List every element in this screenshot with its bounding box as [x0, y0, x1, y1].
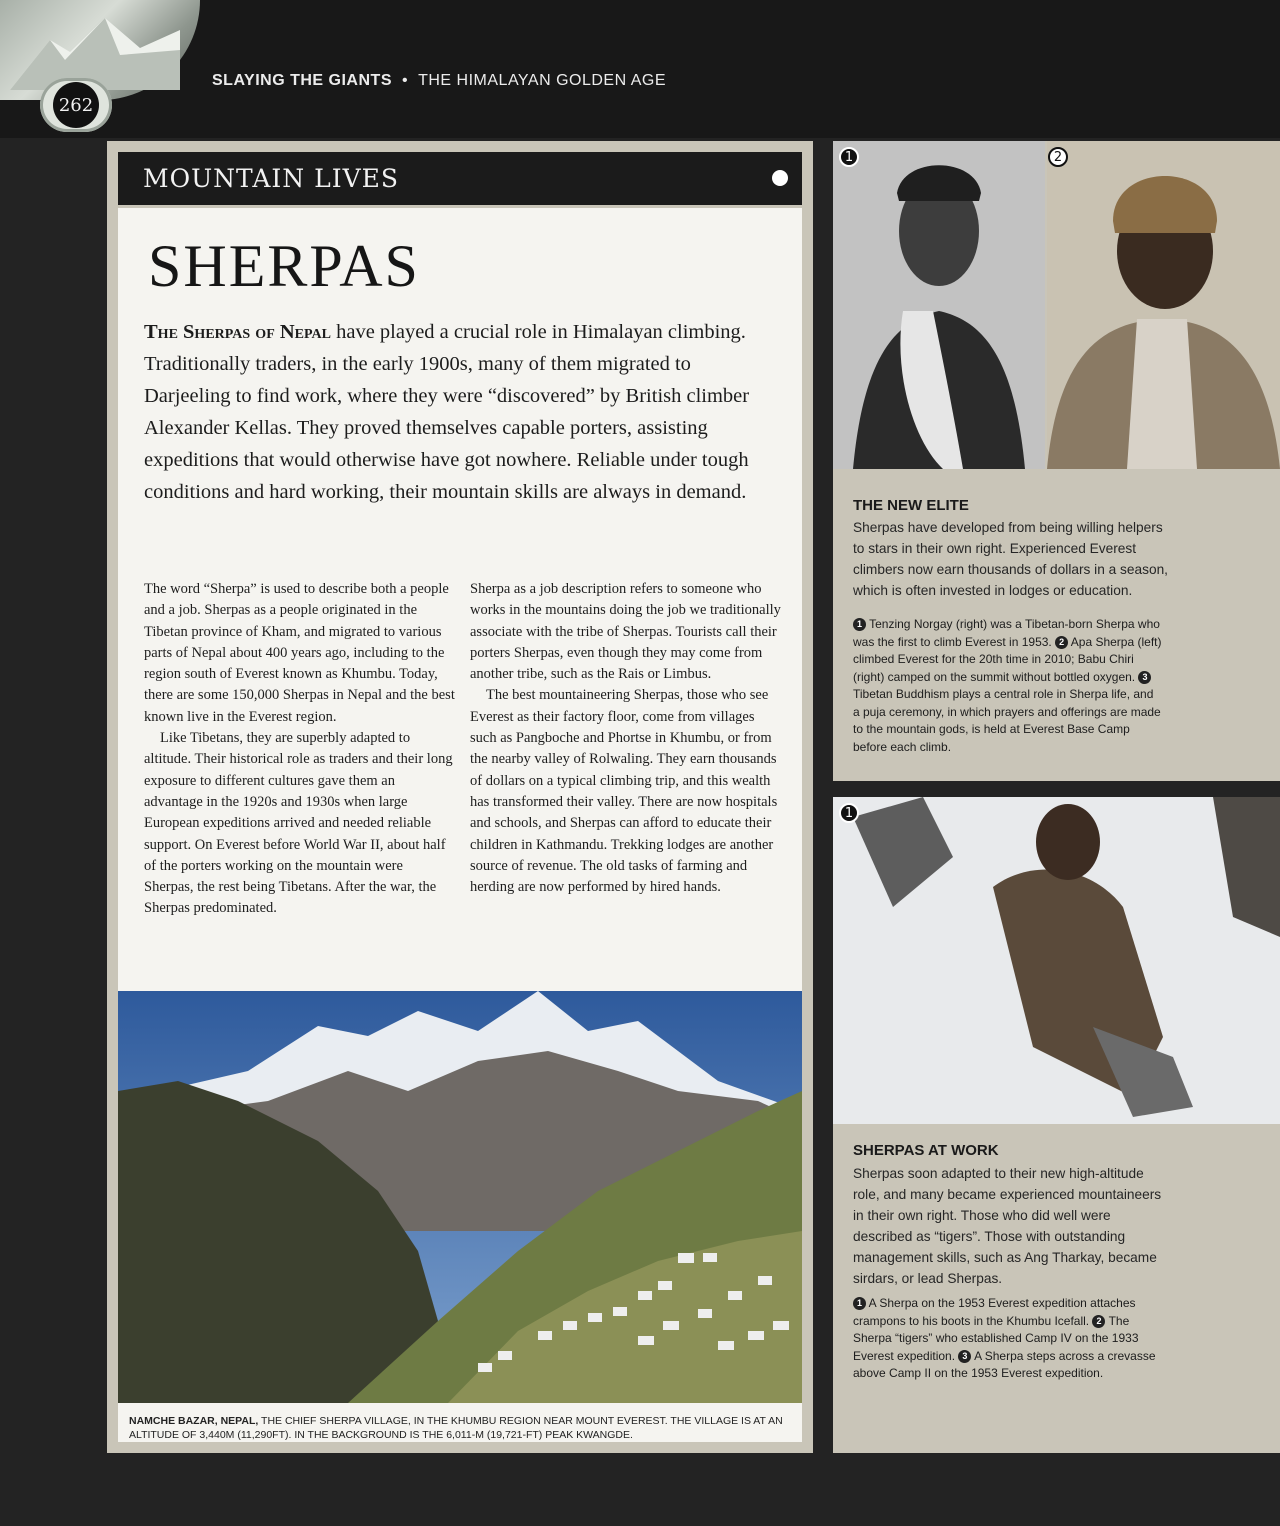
caption-number: 1: [853, 1297, 866, 1310]
sidebar-sherpas-at-work: [833, 797, 1280, 1453]
article-body: [118, 152, 802, 1442]
main-article-panel: [107, 141, 813, 1453]
mountain-graphic: [10, 10, 180, 90]
sidebar-heading: SHERPAS AT WORK: [853, 1142, 999, 1159]
caption-text: A Sherpa steps across a crevasse above Camp II on the 1953 Everest expedition.: [853, 1348, 1156, 1380]
sidebar-new-elite: [833, 141, 1280, 781]
bullet-icon: [772, 170, 788, 186]
caption-text: Tenzing Norgay (right) was a Tibetan-born Sherpa who was the first to climb Everest in 1953.: [853, 617, 1160, 649]
photo-number-badge: 2: [1048, 147, 1068, 167]
caption-lead: NAMCHE BAZAR, NEPAL,: [129, 1415, 259, 1427]
photo-number-badge: 1: [839, 803, 859, 823]
sidebar-heading: THE NEW ELITE: [853, 497, 969, 514]
caption-text: Tibetan Buddhism plays a central role in Sherpa life, and a puja ceremony, in which prayers and offerings are made to the mountain gods, is held at Everest Base Camp before each climb.: [853, 687, 1161, 754]
paragraph: The word “Sherpa” is used to describe both a people and a job. Sherpas as a people originated in the Tibetan province of Kham, and migrated to various parts of Nepal about 400 years ago, including to the region south of Everest known as Khumbu. Today, there are some 150,000 Sherpas in Nepal and the best known live in the Everest region.: [144, 581, 455, 725]
caption-text: A Sherpa on the 1953 Everest expedition attaches crampons to his boots in the Khumbu Icefall.: [853, 1296, 1136, 1328]
crampons-photo: [833, 797, 1280, 1124]
sidebar-caption: [853, 616, 1163, 756]
separator: •: [401, 72, 409, 89]
photo-caption: [129, 1414, 791, 1442]
intro-paragraph: [144, 316, 774, 508]
caption-number: 1: [853, 618, 866, 631]
body-column-left: [144, 579, 456, 920]
paragraph: Like Tibetans, they are superbly adapted to altitude. Their historical role as traders and their long exposure to different cultures gave them an advantage in the 1920s and 1930s when large European expeditions arrived and needed reliable support. On Everest before World War II, about half of the porters working on the mountain were Sherpas, the rest being Tibetans. After the war, the Sherpas predominated.: [144, 730, 453, 917]
paragraph: The best mountaineering Sherpas, those who see Everest as their factory floor, come from villages such as Pangboche and Phortse in Khumbu, or from the nearby valley of Rolwaling. They earn thousands of dollars on a typical climbing trip, and this wealth has transformed their valley. There are now hospitals and schools, and Sherpas can afford to educate their children in Kathmandu. Trekking lodges are another source of revenue. The old tasks of farming and herding are now performed by hired hands.: [470, 687, 778, 896]
kicker-label: MOUNTAIN LIVES: [143, 164, 400, 193]
chapter-title: THE HIMALAYAN GOLDEN AGE: [418, 72, 666, 89]
namche-bazar-photo: [118, 991, 802, 1403]
caption-number: 3: [1138, 671, 1151, 684]
intro-text: have played a crucial role in Himalayan climbing. Traditionally traders, in the early 1900s, many of them migrated to Darjeeling to find work, where they were “discovered” by British climber Alexander Kellas. They proved themselves capable porters, assisting expeditions that would otherwise have got nowhere. Reliable under tough conditions and hard working, their mountain skills are always in demand.: [144, 321, 750, 503]
intro-lead: The Sherpas of Nepal: [144, 321, 331, 343]
kicker-bar: [118, 152, 802, 208]
caption-text: Apa Sherpa (left) climbed Everest for the 20th time in 2010; Babu Chiri (right) camped on the summit without bottled oxygen.: [853, 634, 1162, 684]
sidebar-text: Sherpas have developed from being willing helpers to stars in their own right. Experienced Everest climbers now earn thousands of dollars in a season, which is often invested in lodges or education.: [853, 520, 1168, 598]
running-head: [212, 72, 666, 90]
caption-text: THE CHIEF SHERPA VILLAGE, IN THE KHUMBU REGION NEAR MOUNT EVEREST. THE VILLAGE IS AT AN ALTITUDE OF 3,440M (11,290FT). IN THE BACKGROUND IS THE 6,011-M (19,721-FT) PEAK KWANGDE.: [129, 1415, 783, 1441]
page-number: 262: [53, 82, 99, 128]
photo-number-badge: 1: [839, 147, 859, 167]
paragraph: Sherpa as a job description refers to someone who works in the mountains doing the job we traditionally associate with the tribe of Sherpas. Tourists call their porters Sherpas, even though they may come from another tribe, such as the Rais or Limbus.: [470, 581, 781, 683]
article-title: SHERPAS: [148, 233, 420, 299]
section-title: SLAYING THE GIANTS: [212, 72, 392, 89]
page-number-badge: [40, 78, 112, 132]
body-column-right: [470, 579, 782, 898]
apa-sherpa-photo: [1047, 141, 1280, 469]
caption-number: 2: [1055, 636, 1068, 649]
caption-number: 2: [1092, 1315, 1105, 1328]
caption-text: The Sherpa “tigers” who established Camp IV on the 1933 Everest expedition.: [853, 1313, 1139, 1363]
caption-number: 3: [958, 1350, 971, 1363]
sidebar-caption: [853, 1295, 1163, 1383]
sidebar-text: Sherpas soon adapted to their new high-altitude role, and many became experienced mountaineers in their own right. Those who did well were described as “tigers”. Those with outstanding management skills, such as Ang Tharkay, became sirdars, or lead Sherpas.: [853, 1166, 1162, 1286]
tenzing-photo: [833, 141, 1045, 469]
